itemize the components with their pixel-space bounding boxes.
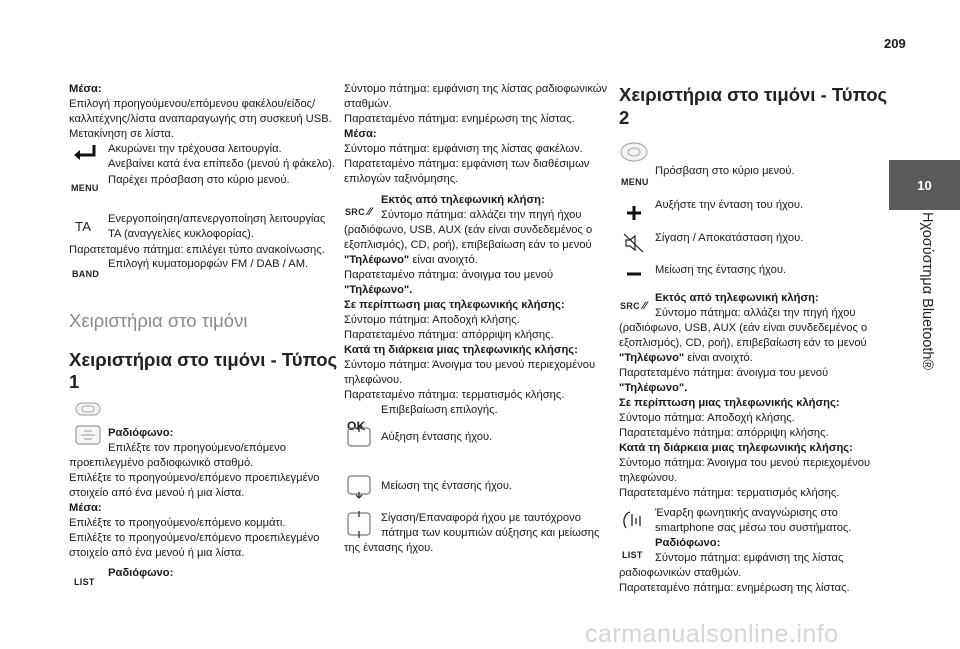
media-text: Σύντομο πάτημα: εμφάνιση της λίστας φακέλων. [344, 143, 583, 155]
ta-text: Ενεργοποίηση/απενεργοποίηση λειτουργίας [108, 213, 326, 225]
text-line: Σύντομο πάτημα: εμφάνιση της λίστας ραδιοφωνικών [344, 83, 608, 95]
radio-heading: Ραδιόφωνο: [108, 427, 174, 439]
radio-text: Επιλέξτε το προηγούμενο/επόμενο προεπιλεγμένο [69, 472, 320, 484]
during-call-text: τηλεφώνου. [619, 472, 678, 484]
minus-icon [625, 270, 643, 278]
radio-text: Επιλέξτε τον προηγούμενο/επόμενο [108, 442, 286, 454]
type2-title-number: 2 [619, 107, 630, 128]
src-label-text: SRC [345, 207, 365, 217]
incall-heading: Σε περίπτωση μιας τηλεφωνικής κλήσης: [344, 299, 565, 311]
ta-long-press: Παρατεταμένο πάτημα: επιλέγει τύπο ανακοίνωσης. [69, 244, 325, 256]
incall-text: Παρατεταμένο πάτημα: απόρριψη κλήσης. [619, 427, 829, 439]
phone-menu-name: "Τηλέφωνο". [619, 382, 688, 394]
list-button-label: LIST [74, 577, 95, 587]
phone-menu-name: "Τηλέφωνο" [344, 254, 410, 266]
src-button-label [345, 206, 372, 218]
voice-text: Έναρξη φωνητικής αναγνώρισης στο [655, 507, 838, 519]
ta-button-label: TA [75, 219, 92, 234]
ok-text: Επιβεβαίωση επιλογής. [381, 404, 498, 416]
type1-title-number: 1 [69, 371, 80, 392]
page-number: 209 [884, 36, 906, 51]
during-call-text: Παρατεταμένο πάτημα: τερματισμός κλήσης. [344, 389, 565, 401]
plus-icon [625, 204, 643, 222]
chapter-title: Ηχοσύστημα Bluetooth® [919, 212, 935, 371]
text-line: Επιλογή προηγούμενου/επόμενου φακέλου/είδος/ [69, 98, 316, 110]
radio-heading: Ραδιόφωνο: [655, 537, 721, 549]
src-heading: Εκτός από τηλεφωνική κλήση: [381, 194, 545, 206]
chapter-tab-number: 10 [889, 160, 960, 210]
open-suffix: είναι ανοιχτό. [409, 254, 478, 266]
phone-menu-name: "Τηλέφωνο". [344, 284, 413, 296]
phone-slash-icon: ⁄⁄ [642, 300, 647, 312]
radio-text: Παρατεταμένο πάτημα: ενημέρωση της λίστας. [619, 582, 850, 594]
phone-slash-icon: ⁄⁄ [367, 206, 372, 218]
volume-down-text: Μείωση της έντασης ήχου. [655, 264, 787, 276]
back-text: Ακυρώνει την τρέχουσα λειτουργία. [108, 143, 282, 155]
radio-text: στοιχείο από ένα μενού ή μια λίστα. [69, 487, 245, 499]
back-arrow-icon [72, 142, 98, 164]
media-text: Επιλέξτε το προηγούμενο/επόμενο κομμάτι. [69, 517, 286, 529]
media-heading: Μέσα: [69, 83, 102, 95]
mute-wheels-icon [345, 510, 375, 540]
mute-text: Σίγαση / Αποκατάσταση ήχου. [655, 232, 804, 244]
mute-text: πάτημα των κουμπιών αύξησης και μείωσης [381, 527, 600, 539]
open-suffix: είναι ανοιχτό. [684, 352, 753, 364]
text-line: καλλιτέχνης/λίστα αναπαραγωγής στη συσκευή USB. [69, 113, 332, 125]
ta-text: TA (αναγγελίες κυκλοφορίας). [108, 228, 254, 240]
media-text: στοιχείο από ένα μενού ή μια λίστα. [69, 547, 245, 559]
incall-text: Σύντομο πάτημα: Αποδοχή κλήσης. [344, 314, 520, 326]
band-button-label: BAND [72, 269, 100, 279]
text-line: σταθμών. [344, 98, 392, 110]
steering-wheel-control-icon [74, 400, 102, 418]
menu-button-label: MENU [71, 183, 99, 193]
menu-button-label: MENU [621, 177, 649, 187]
during-call-heading: Κατά τη διάρκεια μιας τηλεφωνικής κλήσης: [344, 344, 578, 356]
volume-up-text: Αύξηση έντασης ήχου. [381, 431, 493, 443]
during-call-text: Σύντομο πάτημα: Άνοιγμα του μενού περιεχομένου [344, 359, 596, 371]
voice-text: smartphone σας μέσω του συστήματος. [655, 522, 852, 534]
steering-wheel-icon [619, 140, 649, 164]
incall-text: Σύντομο πάτημα: Αποδοχή κλήσης. [619, 412, 795, 424]
media-heading: Μέσα: [344, 128, 377, 140]
volume-down-text: Μείωση της έντασης ήχου. [381, 480, 513, 492]
mute-speaker-icon [622, 232, 646, 254]
phone-menu-name: "Τηλέφωνο" [619, 352, 685, 364]
incall-text: Παρατεταμένο πάτημα: απόρριψη κλήσης. [344, 329, 554, 341]
src-text: Σύντομο πάτημα: αλλάζει την πηγή ήχου [655, 307, 856, 319]
src-text: Παρατεταμένο πάτημα: άνοιγμα του μενού [619, 367, 829, 379]
radio-text: ραδιοφωνικών σταθμών. [619, 567, 742, 579]
media-text: Παρατεταμένο πάτημα: εμφάνιση των διαθέσιμων [344, 158, 590, 170]
section-title: Χειριστήρια στο τιμόνι [69, 310, 248, 331]
src-text: (ραδιόφωνο, USB, AUX (εάν είναι συνδεδεμένος ο [344, 224, 593, 236]
media-heading: Μέσα: [69, 502, 102, 514]
src-text [619, 351, 753, 366]
src-button-label [620, 300, 647, 312]
src-text: (ραδιόφωνο, USB, AUX (εάν είναι συνδεδεμένος ο [619, 322, 868, 334]
during-call-heading: Κατά τη διάρκεια μιας τηλεφωνικής κλήσης: [619, 442, 853, 454]
src-text: εξοπλισμός), CD, ροή), επιβεβαίωση εάν το μενού [344, 239, 592, 251]
list-button-label: LIST [622, 550, 643, 560]
src-text: Σύντομο πάτημα: αλλάζει την πηγή ήχου [381, 209, 582, 221]
mute-text: Σίγαση/Επαναφορά ήχου με ταυτόχρονο [381, 512, 581, 524]
incall-heading: Σε περίπτωση μιας τηλεφωνικής κλήσης: [619, 397, 840, 409]
mute-text: της έντασης ήχου. [344, 542, 434, 554]
radio-text: προεπιλεγμένο ραδιοφωνικό σταθμό. [69, 457, 254, 469]
band-text: Επιλογή κυματομορφών FM / DAB / AM. [108, 258, 309, 270]
voice-recognition-icon [620, 508, 648, 534]
src-label-text: SRC [620, 301, 640, 311]
media-text: Επιλέξτε το προηγούμενο/επόμενο προεπιλεγμένο [69, 532, 320, 544]
thumbwheel-icon [74, 424, 102, 446]
radio-text: Σύντομο πάτημα: εμφάνιση της λίστας [655, 552, 844, 564]
during-call-text: τηλεφώνου. [344, 374, 403, 386]
volume-up-wheel-icon [345, 424, 375, 450]
media-text: επιλογών ταξινόμησης. [344, 173, 459, 185]
radio-heading: Ραδιόφωνο: [108, 567, 174, 579]
menu-text: Παρέχει πρόσβαση στο κύριο μενού. [108, 174, 290, 186]
src-heading: Εκτός από τηλεφωνική κλήση: [655, 292, 819, 304]
during-call-text: Παρατεταμένο πάτημα: τερματισμός κλήσης. [619, 487, 840, 499]
type1-title: Χειριστήρια στο τιμόνι - Τύπος [69, 349, 338, 370]
text-line: Παρατεταμένο πάτημα: ενημέρωση της λίστας. [344, 113, 575, 125]
src-text [344, 253, 478, 268]
volume-up-text: Αυξήστε την ένταση του ήχου. [655, 199, 804, 211]
back-text: Ανεβαίνει κατά ένα επίπεδο (μενού ή φάκελο). [108, 158, 336, 170]
text-line: Μετακίνηση σε λίστα. [69, 128, 174, 140]
ok-button-label: OK [347, 419, 366, 433]
volume-down-wheel-icon [345, 474, 375, 500]
type2-title: Χειριστήρια στο τιμόνι - Τύπος [619, 84, 888, 105]
during-call-text: Σύντομο πάτημα: Άνοιγμα του μενού περιεχομένου [619, 457, 871, 469]
watermark: carmanualsonline.info [585, 620, 839, 648]
src-text: εξοπλισμός), CD, ροή), επιβεβαίωση εάν το μενού [619, 337, 867, 349]
src-text: Παρατεταμένο πάτημα: άνοιγμα του μενού [344, 269, 554, 281]
menu-text: Πρόσβαση στο κύριο μενού. [655, 165, 795, 177]
